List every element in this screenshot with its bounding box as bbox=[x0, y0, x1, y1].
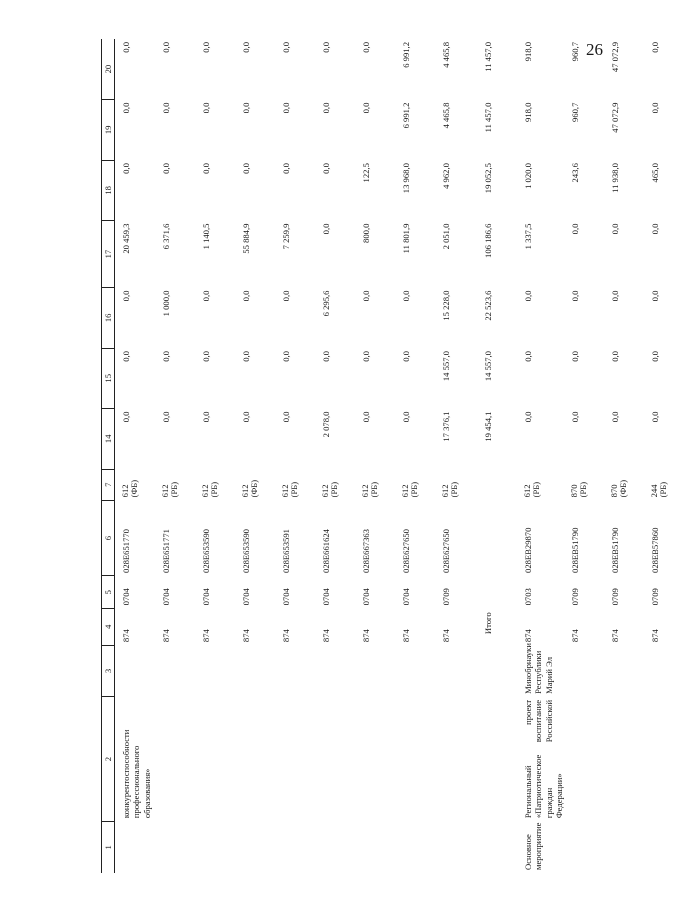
amount-cell-19: 0,0 bbox=[161, 102, 171, 114]
column-number-header: 3 bbox=[102, 645, 115, 697]
amount-cell-19: 4 465,8 bbox=[441, 102, 451, 129]
executor-cell bbox=[315, 645, 355, 697]
grbs-cell: 874 bbox=[401, 629, 411, 643]
amount-cell-17: 20 459,3 bbox=[121, 223, 131, 254]
total-label: Итого bbox=[483, 612, 493, 635]
executor-cell: Минобрнауки Республики Марий Эл bbox=[523, 643, 554, 694]
amount-cell-15: 0,0 bbox=[201, 351, 211, 362]
amount-cell-18: 0,0 bbox=[321, 163, 331, 174]
amount-cell-15: 0,0 bbox=[610, 351, 621, 362]
event-name-cell bbox=[355, 697, 395, 821]
amount-cell-20: 960,7 bbox=[570, 42, 581, 62]
amount-cell-14: 0,0 bbox=[121, 411, 131, 423]
amount-cell-16: 0,0 bbox=[523, 290, 533, 302]
column-number-header: 6 bbox=[102, 500, 115, 576]
section-code-cell: 0709 bbox=[610, 588, 621, 606]
grbs-cell: 874 bbox=[523, 629, 533, 643]
column-number-header: 14 bbox=[102, 409, 115, 469]
amount-cell-15: 0,0 bbox=[650, 351, 661, 362]
amount-cell-14: 0,0 bbox=[161, 411, 171, 423]
event-name-cell: Региональный проект «Патриотическое воспитание граждан Российской Федерации» bbox=[523, 699, 564, 819]
amount-cell-15: 0,0 bbox=[401, 351, 411, 362]
grbs-cell: 874 bbox=[610, 629, 621, 643]
event-type-cell bbox=[155, 821, 195, 873]
event-name-cell bbox=[604, 697, 644, 821]
target-article-cell: 028Е667363 bbox=[361, 529, 371, 573]
column-number-header: 2 bbox=[102, 697, 115, 821]
amount-cell-17: 2 051,0 bbox=[441, 223, 451, 250]
target-article-cell: 028Е653591 bbox=[281, 529, 291, 573]
amount-cell-14: 2 078,0 bbox=[321, 411, 331, 438]
amount-cell-14: 0,0 bbox=[361, 411, 371, 423]
executor-cell bbox=[355, 645, 395, 697]
amount-cell-20: 0,0 bbox=[650, 42, 661, 53]
amount-cell-15: 0,0 bbox=[523, 351, 533, 362]
column-number-header: 4 bbox=[102, 608, 115, 645]
event-type-cell bbox=[644, 821, 684, 873]
amount-cell-18: 0,0 bbox=[161, 163, 171, 174]
section-code-cell: 0709 bbox=[650, 588, 661, 606]
amount-cell-20: 0,0 bbox=[281, 42, 291, 53]
grbs-cell: 874 bbox=[121, 629, 131, 643]
event-name-cell bbox=[155, 697, 195, 821]
event-name-cell bbox=[395, 697, 435, 821]
executor-cell bbox=[115, 645, 156, 697]
table-row bbox=[564, 39, 604, 873]
executor-cell bbox=[395, 645, 435, 697]
grbs-cell: 874 bbox=[570, 629, 581, 643]
grbs-cell: 874 bbox=[650, 629, 661, 643]
amount-cell-15: 0,0 bbox=[361, 351, 371, 362]
event-name-cell bbox=[195, 697, 235, 821]
amount-cell-16: 6 295,6 bbox=[321, 290, 331, 317]
amount-cell-16: 0,0 bbox=[650, 290, 661, 302]
section-code-cell bbox=[475, 576, 517, 608]
event-type-cell bbox=[564, 821, 604, 873]
column-number-header: 17 bbox=[102, 221, 115, 288]
executor-cell bbox=[235, 645, 275, 697]
event-type-cell bbox=[435, 821, 475, 873]
amount-cell-17: 0,0 bbox=[570, 223, 581, 235]
amount-cell-19: 0,0 bbox=[201, 102, 211, 114]
event-name-cell bbox=[564, 697, 604, 821]
table-body bbox=[115, 39, 684, 873]
table-row bbox=[644, 39, 684, 873]
amount-cell-19: 0,0 bbox=[650, 102, 661, 114]
amount-cell-19: 960,7 bbox=[570, 102, 581, 122]
amount-cell-14: 17 376,1 bbox=[441, 411, 451, 442]
section-code-cell: 0704 bbox=[281, 588, 291, 606]
amount-cell-16: 0,0 bbox=[201, 290, 211, 302]
grbs-cell: 874 bbox=[321, 629, 331, 643]
amount-cell-15: 14 557,0 bbox=[483, 351, 493, 382]
table-row bbox=[435, 39, 475, 873]
amount-cell-14: 0,0 bbox=[523, 411, 533, 423]
amount-cell-18: 11 938,0 bbox=[610, 163, 621, 193]
amount-cell-18: 0,0 bbox=[121, 163, 131, 174]
event-name-cell: конкурентоспособности профессионального образования» bbox=[121, 729, 152, 819]
column-number-header: 19 bbox=[102, 100, 115, 160]
table-row bbox=[355, 39, 395, 873]
event-type-cell bbox=[275, 821, 315, 873]
section-code-cell: 0709 bbox=[570, 588, 581, 606]
amount-cell-14: 0,0 bbox=[610, 411, 621, 423]
amount-cell-20: 6 991,2 bbox=[401, 42, 411, 68]
amount-cell-16: 0,0 bbox=[361, 290, 371, 302]
amount-cell-20: 0,0 bbox=[241, 42, 251, 53]
section-code-cell: 0704 bbox=[321, 588, 331, 606]
event-type-cell bbox=[235, 821, 275, 873]
table-row bbox=[517, 39, 564, 873]
executor-cell bbox=[564, 645, 604, 697]
amount-cell-20: 0,0 bbox=[321, 42, 331, 53]
amount-cell-17: 1 337,5 bbox=[523, 223, 533, 250]
grbs-cell: 874 bbox=[161, 629, 171, 643]
grbs-cell: 874 bbox=[281, 629, 291, 643]
section-code-cell: 0704 bbox=[401, 588, 411, 606]
column-number-header: 16 bbox=[102, 288, 115, 348]
table-row bbox=[235, 39, 275, 873]
amount-cell-14: 0,0 bbox=[650, 411, 661, 423]
amount-cell-17: 55 884,9 bbox=[241, 223, 251, 254]
budget-table bbox=[101, 39, 684, 873]
amount-cell-17: 0,0 bbox=[321, 223, 331, 235]
section-code-cell: 0704 bbox=[361, 588, 371, 606]
amount-cell-17: 0,0 bbox=[610, 223, 621, 235]
table-row bbox=[315, 39, 355, 873]
amount-cell-19: 0,0 bbox=[361, 102, 371, 114]
column-number-header: 1 bbox=[102, 821, 115, 873]
expense-type-cell: 612 (РБ) bbox=[200, 481, 220, 498]
event-type-cell bbox=[315, 821, 355, 873]
amount-cell-15: 0,0 bbox=[570, 351, 581, 362]
section-code-cell: 0704 bbox=[121, 588, 131, 606]
column-number-header: 15 bbox=[102, 348, 115, 408]
page-number: 26 bbox=[586, 40, 603, 59]
amount-cell-20: 0,0 bbox=[121, 42, 131, 53]
expense-type-cell: 612 (РБ) bbox=[400, 481, 420, 498]
target-article-cell: 028Е653590 bbox=[241, 529, 251, 573]
grbs-cell: 874 bbox=[241, 629, 251, 643]
amount-cell-18: 0,0 bbox=[241, 163, 251, 174]
section-code-cell: 0704 bbox=[161, 588, 171, 606]
target-article-cell: 028Е627650 bbox=[401, 529, 411, 573]
amount-cell-16: 0,0 bbox=[570, 290, 581, 302]
expense-type-cell: 612 (РБ) bbox=[522, 481, 542, 498]
amount-cell-16: 0,0 bbox=[401, 290, 411, 302]
amount-cell-17: 800,0 bbox=[361, 223, 371, 243]
table-row bbox=[395, 39, 435, 873]
amount-cell-17: 11 801,9 bbox=[401, 223, 411, 254]
column-number-header: 7 bbox=[102, 469, 115, 500]
amount-cell-18: 0,0 bbox=[281, 163, 291, 174]
target-article-cell: 028Е651770 bbox=[121, 529, 131, 573]
rotated-table-container bbox=[101, 39, 669, 873]
amount-cell-19: 0,0 bbox=[281, 102, 291, 114]
target-article-cell: 028ЕВ57860 bbox=[650, 527, 661, 573]
amount-cell-18: 13 968,0 bbox=[401, 163, 411, 194]
expense-type-cell: 612 (РБ) bbox=[280, 481, 300, 498]
target-article-cell: 028Е661624 bbox=[321, 529, 331, 573]
executor-cell bbox=[195, 645, 235, 697]
grbs-cell: 874 bbox=[201, 629, 211, 643]
executor-cell bbox=[644, 645, 684, 697]
grbs-cell: 874 bbox=[361, 629, 371, 643]
amount-cell-20: 918,0 bbox=[523, 42, 533, 62]
amount-cell-18: 1 020,0 bbox=[523, 163, 533, 189]
target-article-cell: 028ЕВ51790 bbox=[570, 527, 581, 573]
amount-cell-18: 0,0 bbox=[201, 163, 211, 174]
target-article-cell: 028Е653590 bbox=[201, 529, 211, 573]
expense-type-cell: 612 (РБ) bbox=[360, 481, 380, 498]
amount-cell-19: 6 991,2 bbox=[401, 102, 411, 129]
amount-cell-15: 0,0 bbox=[281, 351, 291, 362]
section-code-cell: 0703 bbox=[523, 588, 533, 606]
amount-cell-16: 1 000,0 bbox=[161, 290, 171, 317]
expense-type-cell: 870 (ФБ) bbox=[609, 479, 629, 498]
amount-cell-15: 0,0 bbox=[121, 351, 131, 362]
amount-cell-20: 0,0 bbox=[161, 42, 171, 53]
expense-type-cell: 244 (РБ) bbox=[649, 481, 669, 498]
target-article-cell bbox=[475, 500, 517, 576]
total-row bbox=[475, 39, 517, 873]
amount-cell-16: 15 228,0 bbox=[441, 290, 451, 321]
target-article-cell: 028Е627650 bbox=[441, 529, 451, 573]
amount-cell-16: 22 523,6 bbox=[483, 290, 493, 321]
amount-cell-19: 11 457,0 bbox=[483, 102, 493, 133]
amount-cell-20: 11 457,0 bbox=[483, 42, 493, 72]
event-type-cell: Основное мероприятие bbox=[523, 822, 544, 870]
executor-cell bbox=[275, 645, 315, 697]
expense-type-cell bbox=[475, 469, 517, 500]
amount-cell-19: 0,0 bbox=[241, 102, 251, 114]
table-row bbox=[195, 39, 235, 873]
amount-cell-18: 243,6 bbox=[570, 163, 581, 183]
event-name-cell bbox=[644, 697, 684, 821]
table-row bbox=[604, 39, 644, 873]
amount-cell-14: 19 454,1 bbox=[483, 411, 493, 442]
amount-cell-15: 0,0 bbox=[321, 351, 331, 362]
amount-cell-20: 0,0 bbox=[201, 42, 211, 53]
amount-cell-17: 0,0 bbox=[650, 223, 661, 235]
amount-cell-14: 0,0 bbox=[570, 411, 581, 423]
target-article-cell: 028ЕВ51790 bbox=[610, 527, 621, 573]
amount-cell-16: 0,0 bbox=[241, 290, 251, 302]
amount-cell-20: 4 465,8 bbox=[441, 42, 451, 68]
amount-cell-14: 0,0 bbox=[241, 411, 251, 423]
event-type-cell bbox=[355, 821, 395, 873]
grbs-cell: 874 bbox=[441, 629, 451, 643]
expense-type-cell: 612 (ФБ) bbox=[240, 479, 260, 498]
section-code-cell: 0704 bbox=[241, 588, 251, 606]
amount-cell-18: 19 052,5 bbox=[483, 163, 493, 194]
column-number-header: 5 bbox=[102, 576, 115, 608]
amount-cell-17: 6 371,6 bbox=[161, 223, 171, 250]
amount-cell-16: 0,0 bbox=[121, 290, 131, 302]
expense-type-cell: 612 (РБ) bbox=[320, 481, 340, 498]
event-name-cell bbox=[235, 697, 275, 821]
header-row bbox=[102, 39, 115, 873]
executor-cell bbox=[435, 645, 475, 697]
amount-cell-16: 0,0 bbox=[281, 290, 291, 302]
event-name-cell bbox=[435, 697, 475, 821]
amount-cell-17: 1 140,5 bbox=[201, 223, 211, 250]
column-number-header: 18 bbox=[102, 160, 115, 220]
event-name-cell bbox=[315, 697, 355, 821]
amount-cell-20: 47 072,9 bbox=[610, 42, 621, 73]
amount-cell-17: 7 259,9 bbox=[281, 223, 291, 250]
amount-cell-18: 465,0 bbox=[650, 163, 661, 183]
section-code-cell: 0709 bbox=[441, 588, 451, 606]
table-row bbox=[275, 39, 315, 873]
target-article-cell: 028ЕВ29870 bbox=[523, 527, 533, 573]
column-number-header: 20 bbox=[102, 39, 115, 100]
amount-cell-15: 0,0 bbox=[161, 351, 171, 362]
table-row bbox=[155, 39, 195, 873]
amount-cell-20: 0,0 bbox=[361, 42, 371, 53]
expense-type-cell: 612 (РБ) bbox=[440, 481, 460, 498]
amount-cell-19: 0,0 bbox=[321, 102, 331, 114]
table-row bbox=[115, 39, 156, 873]
amount-cell-16: 0,0 bbox=[610, 290, 621, 302]
executor-cell bbox=[604, 645, 644, 697]
event-type-cell bbox=[395, 821, 435, 873]
section-code-cell: 0704 bbox=[201, 588, 211, 606]
amount-cell-19: 47 072,9 bbox=[610, 102, 621, 133]
amount-cell-18: 4 962,0 bbox=[441, 163, 451, 189]
amount-cell-15: 14 557,0 bbox=[441, 351, 451, 382]
amount-cell-14: 0,0 bbox=[201, 411, 211, 423]
amount-cell-14: 0,0 bbox=[401, 411, 411, 423]
amount-cell-14: 0,0 bbox=[281, 411, 291, 423]
event-type-cell bbox=[195, 821, 235, 873]
expense-type-cell: 612 (ФБ) bbox=[120, 479, 140, 498]
expense-type-cell: 612 (РБ) bbox=[160, 481, 180, 498]
expense-type-cell: 870 (РБ) bbox=[569, 481, 589, 498]
executor-cell bbox=[155, 645, 195, 697]
amount-cell-17: 106 186,6 bbox=[483, 223, 493, 258]
amount-cell-19: 0,0 bbox=[121, 102, 131, 114]
amount-cell-15: 0,0 bbox=[241, 351, 251, 362]
event-name-cell bbox=[275, 697, 315, 821]
amount-cell-18: 122,5 bbox=[361, 163, 371, 183]
amount-cell-19: 918,0 bbox=[523, 102, 533, 122]
event-type-cell bbox=[115, 821, 156, 873]
event-type-cell bbox=[604, 821, 644, 873]
target-article-cell: 028Е651771 bbox=[161, 529, 171, 573]
